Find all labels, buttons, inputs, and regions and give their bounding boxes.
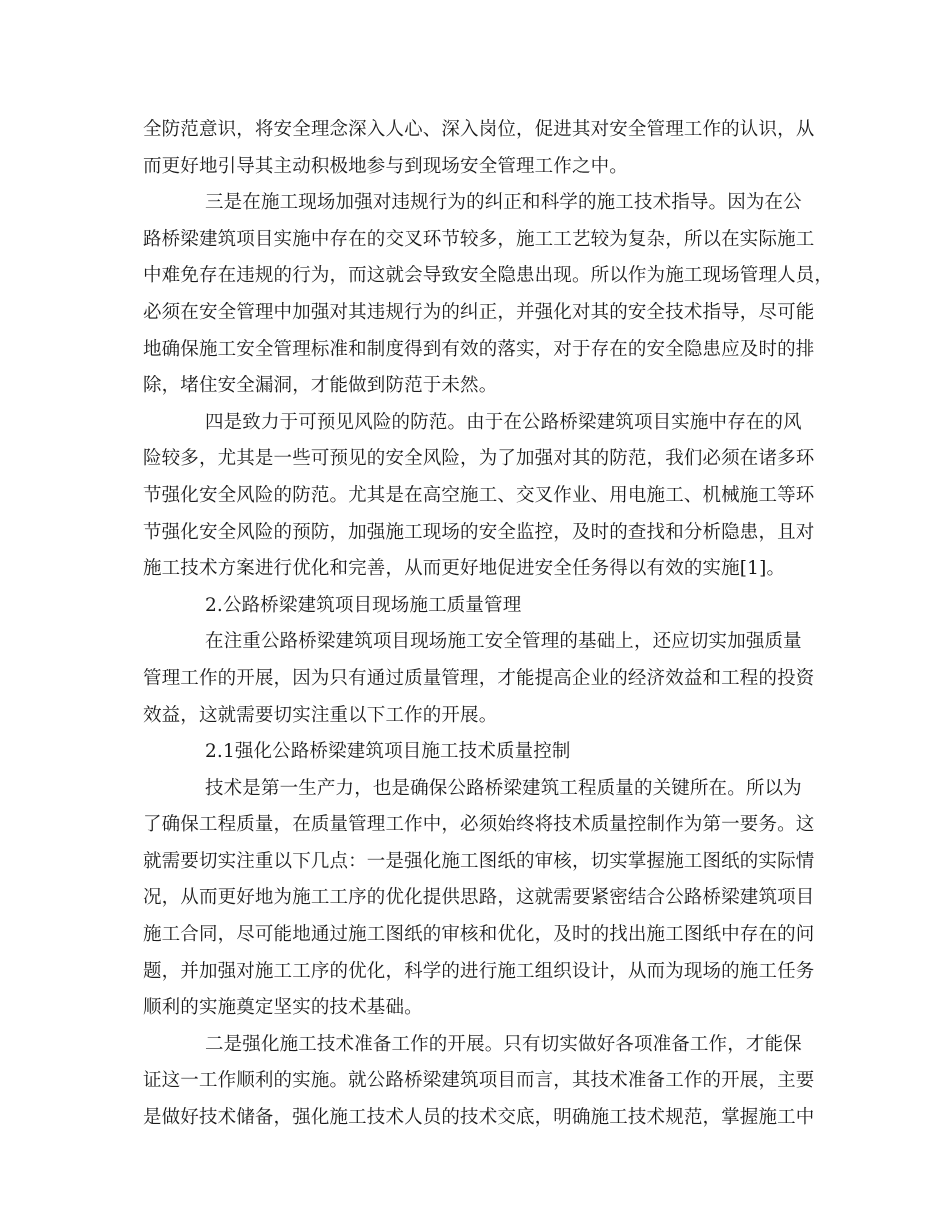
paragraph-first-line: 在注重公路桥梁建筑项目现场施工安全管理的基础上，还应切实加强质量 <box>205 631 802 653</box>
text-line: 是做好技术储备，强化施工技术人员的技术交底，明确施工技术规范，掌握施工中 <box>143 1107 815 1129</box>
paragraph-first-line: 2.公路桥梁建筑项目现场施工质量管理 <box>205 594 522 616</box>
text-line: 必须在安全管理中加强对其违规行为的纠正，并强化对其的安全技术指导，尽可能 <box>143 301 815 323</box>
text-line: 险较多，尤其是一些可预见的安全风险，为了加强对其的防范，我们必须在诸多环 <box>143 448 815 470</box>
paragraph-first-line: 三是在施工现场加强对违规行为的纠正和科学的施工技术指导。因为在公 <box>205 192 802 214</box>
paragraph-first-line: 四是致力于可预见风险的防范。由于在公路桥梁建筑项目实施中存在的风 <box>205 411 802 433</box>
text-line: 题，并加强对施工工序的优化，科学的进行施工组织设计，从而为现场的施工任务 <box>143 960 815 982</box>
text-line: 中难免存在违规的行为，而这就会导致安全隐患出现。所以作为施工现场管理人员， <box>143 265 834 287</box>
text-line: 路桥梁建筑项目实施中存在的交叉环节较多，施工工艺较为复杂，所以在实际施工 <box>143 228 815 250</box>
text-line: 证这一工作顺利的实施。就公路桥梁建筑项目而言，其技术准备工作的开展，主要 <box>143 1070 815 1092</box>
text-line: 除，堵住安全漏洞，才能做到防范于未然。 <box>143 375 498 397</box>
text-line: 况，从而更好地为施工工序的优化提供思路，这就需要紧密结合公路桥梁建筑项目 <box>143 887 815 909</box>
text-line: 而更好地引导其主动积极地参与到现场安全管理工作之中。 <box>143 155 628 177</box>
text-line: 顺利的实施奠定坚实的技术基础。 <box>143 997 423 1019</box>
paragraph-first-line: 2.1强化公路桥梁建筑项目施工技术质量控制 <box>205 741 571 763</box>
paragraph-first-line: 二是强化施工技术准备工作的开展。只有切实做好各项准备工作，才能保 <box>205 1033 802 1055</box>
text-line: 节强化安全风险的防范。尤其是在高空施工、交叉作业、用电施工、机械施工等环 <box>143 484 815 506</box>
text-line: 效益，这就需要切实注重以下工作的开展。 <box>143 704 498 726</box>
document-body <box>143 112 834 1137</box>
text-line: 节强化安全风险的预防，加强施工现场的安全监控，及时的查找和分析隐患，且对 <box>143 521 815 543</box>
paragraph-first-line: 技术是第一生产力，也是确保公路桥梁建筑工程质量的关键所在。所以为 <box>205 777 802 799</box>
text-line: 地确保施工安全管理标准和制度得到有效的落实，对于存在的安全隐患应及时的排 <box>143 338 815 360</box>
text-line: 全防范意识，将安全理念深入人心、深入岗位，促进其对安全管理工作的认识，从 <box>143 119 815 140</box>
text-line: 就需要切实注重以下几点：一是强化施工图纸的审核，切实掌握施工图纸的实际情 <box>143 850 815 872</box>
text-line: 管理工作的开展，因为只有通过质量管理，才能提高企业的经济效益和工程的投资 <box>143 667 815 689</box>
text-line: 施工技术方案进行优化和完善，从而更好地促进安全任务得以有效的实施[1]。 <box>143 558 786 580</box>
text-line: 了确保工程质量，在质量管理工作中，必须始终将技术质量控制作为第一要务。这 <box>143 814 815 836</box>
text-line: 施工合同，尽可能地通过施工图纸的审核和优化，及时的找出施工图纸中存在的问 <box>143 924 815 946</box>
